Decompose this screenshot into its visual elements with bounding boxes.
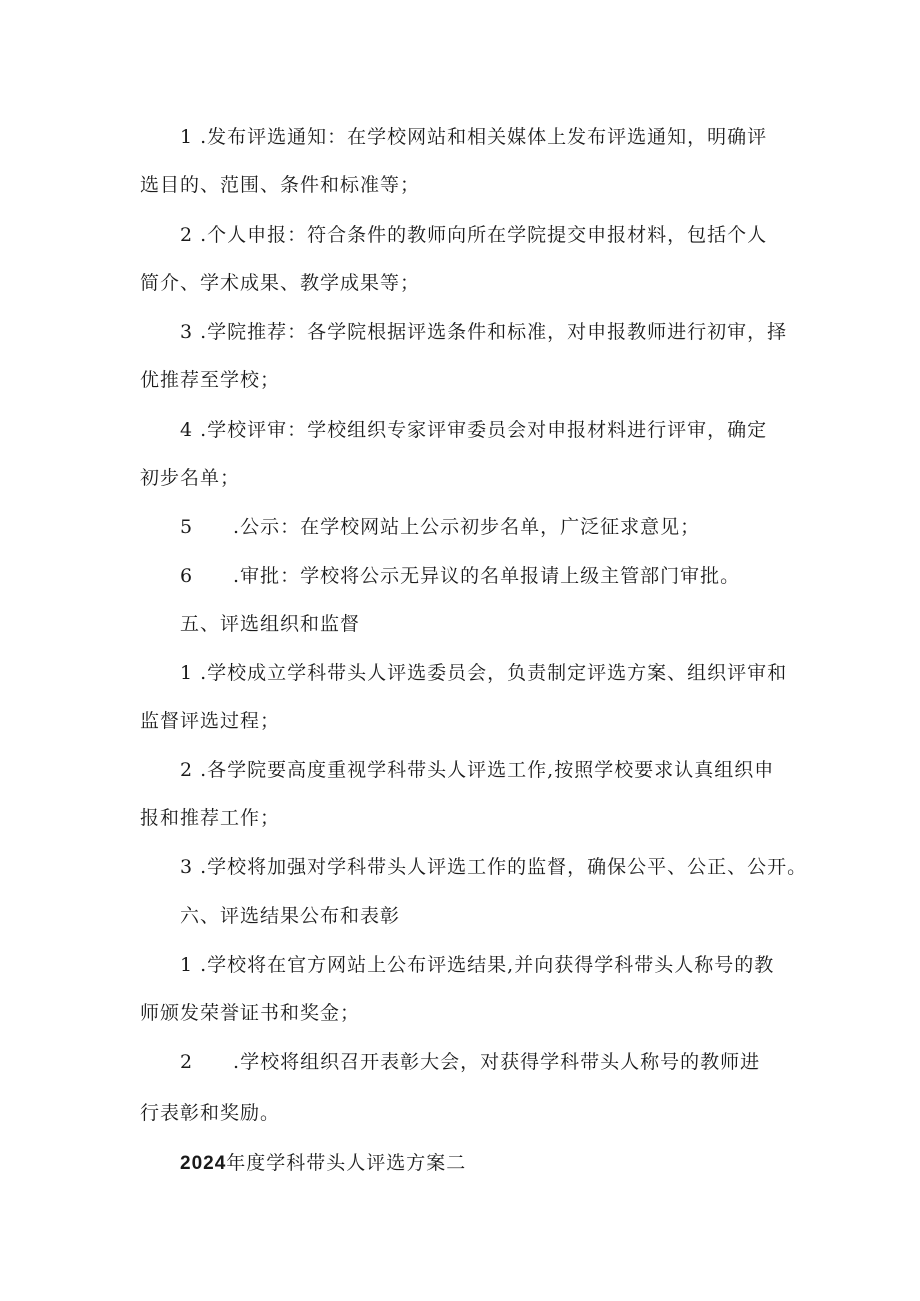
item-number: 3 bbox=[180, 856, 194, 878]
step-text: .发布评选通知：在学校网站和相关媒体上发布评选通知，明确评 bbox=[200, 126, 768, 148]
item-number: 1 bbox=[180, 662, 194, 684]
item-text: .学校成立学科带头人评选委员会，负责制定评选方案、组织评审和 bbox=[200, 662, 788, 684]
section-5-heading: 五、评选组织和监督 bbox=[180, 613, 361, 635]
step-1 bbox=[180, 125, 767, 149]
section-5-item-1-continuation: 监督评选过程； bbox=[140, 710, 281, 732]
step-4-continuation: 初步名单； bbox=[140, 467, 241, 489]
title-year: 2024 bbox=[180, 1153, 227, 1174]
step-2-continuation: 简介、学术成果、教学成果等； bbox=[140, 272, 421, 294]
step-text: .审批：学校将公示无异议的名单报请上级主管部门审批。 bbox=[233, 565, 741, 587]
step-2 bbox=[180, 223, 767, 247]
step-number: 3 bbox=[180, 321, 194, 343]
section-5-item-2-continuation: 报和推荐工作； bbox=[140, 807, 281, 829]
section-6-item-2-continuation: 行表彰和奖励。 bbox=[140, 1102, 281, 1124]
section-5-item-1 bbox=[180, 661, 787, 685]
step-text: .学校评审：学校组织专家评审委员会对申报材料进行评审，确定 bbox=[200, 419, 768, 441]
step-1-continuation: 选目的、范围、条件和标准等； bbox=[140, 174, 421, 196]
step-text: .公示：在学校网站上公示初步名单，广泛征求意见； bbox=[233, 516, 701, 538]
title-text: 年度学科带头人评选方案二 bbox=[226, 1152, 467, 1174]
step-text: .学院推荐：各学院根据评选条件和标准，对申报教师进行初审，择 bbox=[200, 321, 788, 343]
item-number: 1 bbox=[180, 954, 194, 976]
step-3-continuation: 优推荐至学校； bbox=[140, 369, 281, 391]
step-3 bbox=[180, 320, 787, 344]
step-number: 1 bbox=[180, 126, 194, 148]
step-number: 5 bbox=[180, 516, 194, 538]
item-number: 2 bbox=[180, 1051, 194, 1073]
step-6 bbox=[180, 564, 740, 588]
section-5-item-3 bbox=[180, 855, 807, 879]
step-number: 6 bbox=[180, 565, 194, 587]
item-text: .学校将在官方网站上公布评选结果,并向获得学科带头人称号的教 bbox=[200, 954, 775, 976]
section-6-item-1 bbox=[180, 953, 774, 977]
item-number: 2 bbox=[180, 759, 194, 781]
item-text: .学校将组织召开表彰大会，对获得学科带头人称号的教师进 bbox=[233, 1051, 761, 1073]
step-text: .个人申报：符合条件的教师向所在学院提交申报材料，包括个人 bbox=[200, 224, 768, 246]
item-text: .学校将加强对学科带头人评选工作的监督，确保公平、公正、公开。 bbox=[200, 856, 808, 878]
step-number: 4 bbox=[180, 419, 194, 441]
section-5-item-2 bbox=[180, 758, 774, 782]
step-5 bbox=[180, 515, 700, 539]
section-6-item-1-continuation: 师颁发荣誉证书和奖金； bbox=[140, 1002, 361, 1024]
step-4 bbox=[180, 418, 767, 442]
section-6-heading: 六、评选结果公布和表彰 bbox=[180, 905, 401, 927]
next-document-title bbox=[180, 1151, 466, 1176]
section-6-item-2 bbox=[180, 1050, 760, 1074]
step-number: 2 bbox=[180, 224, 194, 246]
item-text: .各学院要高度重视学科带头人评选工作,按照学校要求认真组织申 bbox=[200, 759, 775, 781]
